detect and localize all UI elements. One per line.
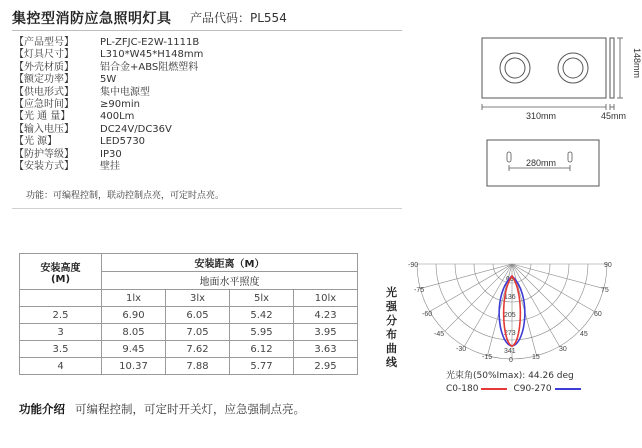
spec-key: 【应急时间】 <box>14 99 74 111</box>
side-view-outline <box>610 38 614 98</box>
spec-row <box>14 136 203 148</box>
radial-label: 341 <box>504 348 516 355</box>
spec-value: LED5730 <box>100 136 146 148</box>
spec-value: ≥90min <box>100 99 140 111</box>
table-cell: 6.90 <box>102 307 166 324</box>
depth-label: 45mm <box>601 111 627 121</box>
lamp-inner-ring-left <box>505 58 525 78</box>
table-cell: 9.45 <box>102 341 166 358</box>
angle-label: 30 <box>559 346 567 353</box>
polar-intensity-diagram <box>404 256 620 368</box>
legend-c90-swatch <box>555 388 581 390</box>
spec-key: 【供电形式】 <box>14 86 74 98</box>
legend-c90-label: C90-270 <box>513 384 552 394</box>
spec-key: 【光 源】 <box>14 136 58 148</box>
spec-value: 5W <box>100 74 117 86</box>
section-divider <box>12 208 402 209</box>
function-note: 功能：可编程控制，联动控制点亮，可定时点亮。 <box>26 191 225 201</box>
radial-label: 136 <box>504 294 516 301</box>
column-header-row <box>20 290 358 307</box>
angle-label: -15 <box>482 354 493 361</box>
table-cell: 5.95 <box>230 324 294 341</box>
width-label: 310mm <box>526 111 557 121</box>
spec-key: 【光 通 量】 <box>14 111 71 123</box>
spec-value: IP30 <box>100 148 122 160</box>
mount-hole-right <box>568 152 572 162</box>
distance-header: 安装距离（M） <box>102 254 358 272</box>
product-title: 集控型消防应急照明灯具 <box>12 11 172 27</box>
spec-value: 壁挂 <box>100 161 120 173</box>
header-divider <box>12 30 402 31</box>
installation-distance-table <box>19 253 358 375</box>
function-intro-text: 可编程控制，可定时开关灯，应急强制点亮。 <box>75 402 305 416</box>
radial-label: 68 <box>506 276 514 283</box>
spec-key: 【防护等级】 <box>14 148 74 160</box>
polar-spoke <box>445 264 512 331</box>
radial-label: 205 <box>504 312 516 319</box>
function-intro <box>19 401 305 417</box>
legend-c0-swatch <box>481 388 507 390</box>
table-cell: 8.05 <box>102 324 166 341</box>
spec-key: 【额定功率】 <box>14 74 74 86</box>
table-cell <box>20 290 102 307</box>
beam-angle-text: 光束角(50%Imax): 44.26 deg <box>446 371 574 381</box>
height-label: 148mm <box>632 48 642 79</box>
lamp-inner-ring-right <box>563 58 583 78</box>
spec-row <box>14 99 203 111</box>
angle-label: -45 <box>434 331 445 338</box>
height-cell: 4 <box>20 358 102 375</box>
column-header: 5lx <box>230 290 294 307</box>
angle-label: 60 <box>594 311 602 318</box>
intensity-curve-title: 光强分布曲线 <box>386 286 397 369</box>
front-view-outline <box>482 38 606 98</box>
dimension-drawing <box>470 28 642 203</box>
curve-legend <box>446 384 587 394</box>
polar-spoke <box>512 264 579 331</box>
table-cell: 7.05 <box>166 324 230 341</box>
spec-key: 【输入电压】 <box>14 123 74 135</box>
angle-label: 0 <box>509 357 513 364</box>
angle-label: -75 <box>414 287 425 294</box>
hole-spacing-label: 280mm <box>526 158 557 168</box>
radial-label: 273 <box>504 330 516 337</box>
polar-spoke <box>512 264 604 289</box>
spec-row <box>14 111 203 123</box>
spec-value: 铝合金+ABS阻燃塑料 <box>100 61 199 73</box>
spec-row <box>14 49 203 61</box>
spec-value: PL-ZFJC-E2W-1111B <box>100 37 200 48</box>
mount-hole-left <box>507 152 511 162</box>
height-cell: 3 <box>20 324 102 341</box>
angle-label: -60 <box>422 311 433 318</box>
table-cell: 3.95 <box>294 324 358 341</box>
spec-list <box>14 37 203 173</box>
spec-key: 【产品型号】 <box>14 37 74 48</box>
spec-row <box>14 124 203 136</box>
angle-label: 90 <box>604 262 612 269</box>
spec-value: L310*W45*H148mm <box>100 49 204 61</box>
table-cell: 2.95 <box>294 358 358 375</box>
spec-row <box>14 87 203 99</box>
polar-spoke <box>420 264 512 289</box>
spec-value: 400Lm <box>100 111 135 123</box>
table-cell: 7.62 <box>166 341 230 358</box>
spec-key: 【灯具尺寸】 <box>14 49 74 61</box>
function-intro-label: 功能介绍 <box>19 402 65 416</box>
table-row <box>20 358 358 375</box>
angle-label: 45 <box>580 331 588 338</box>
spec-key: 【外壳材质】 <box>14 61 74 73</box>
table-row <box>20 341 358 358</box>
angle-label: 75 <box>601 287 609 294</box>
table-row <box>20 324 358 341</box>
table-cell: 5.77 <box>230 358 294 375</box>
table-cell: 7.88 <box>166 358 230 375</box>
angle-label: -30 <box>456 346 467 353</box>
spec-row <box>14 37 203 49</box>
product-code: 产品代码：PL554 <box>190 11 287 25</box>
spec-row <box>14 149 203 161</box>
column-header: 10lx <box>294 290 358 307</box>
table-cell: 6.05 <box>166 307 230 324</box>
height-header: 安装高度(M) <box>20 254 102 290</box>
column-header: 3lx <box>166 290 230 307</box>
legend-c0-label: C0-180 <box>446 384 479 394</box>
table-cell: 5.42 <box>230 307 294 324</box>
height-cell: 2.5 <box>20 307 102 324</box>
column-header: 1lx <box>102 290 166 307</box>
angle-label: -90 <box>408 262 419 269</box>
spec-value: 集中电源型 <box>100 86 150 98</box>
spec-key: 【安装方式】 <box>14 161 74 173</box>
spec-row <box>14 74 203 86</box>
spec-row <box>14 161 203 173</box>
table-cell: 6.12 <box>230 341 294 358</box>
height-cell: 3.5 <box>20 341 102 358</box>
table-cell: 3.63 <box>294 341 358 358</box>
table-cell: 10.37 <box>102 358 166 375</box>
spec-row <box>14 62 203 74</box>
angle-label: 15 <box>532 354 540 361</box>
table-cell: 4.23 <box>294 307 358 324</box>
spec-value: DC24V/DC36V <box>100 123 172 135</box>
illuminance-header: 地面水平照度 <box>102 272 358 290</box>
table-row <box>20 307 358 324</box>
